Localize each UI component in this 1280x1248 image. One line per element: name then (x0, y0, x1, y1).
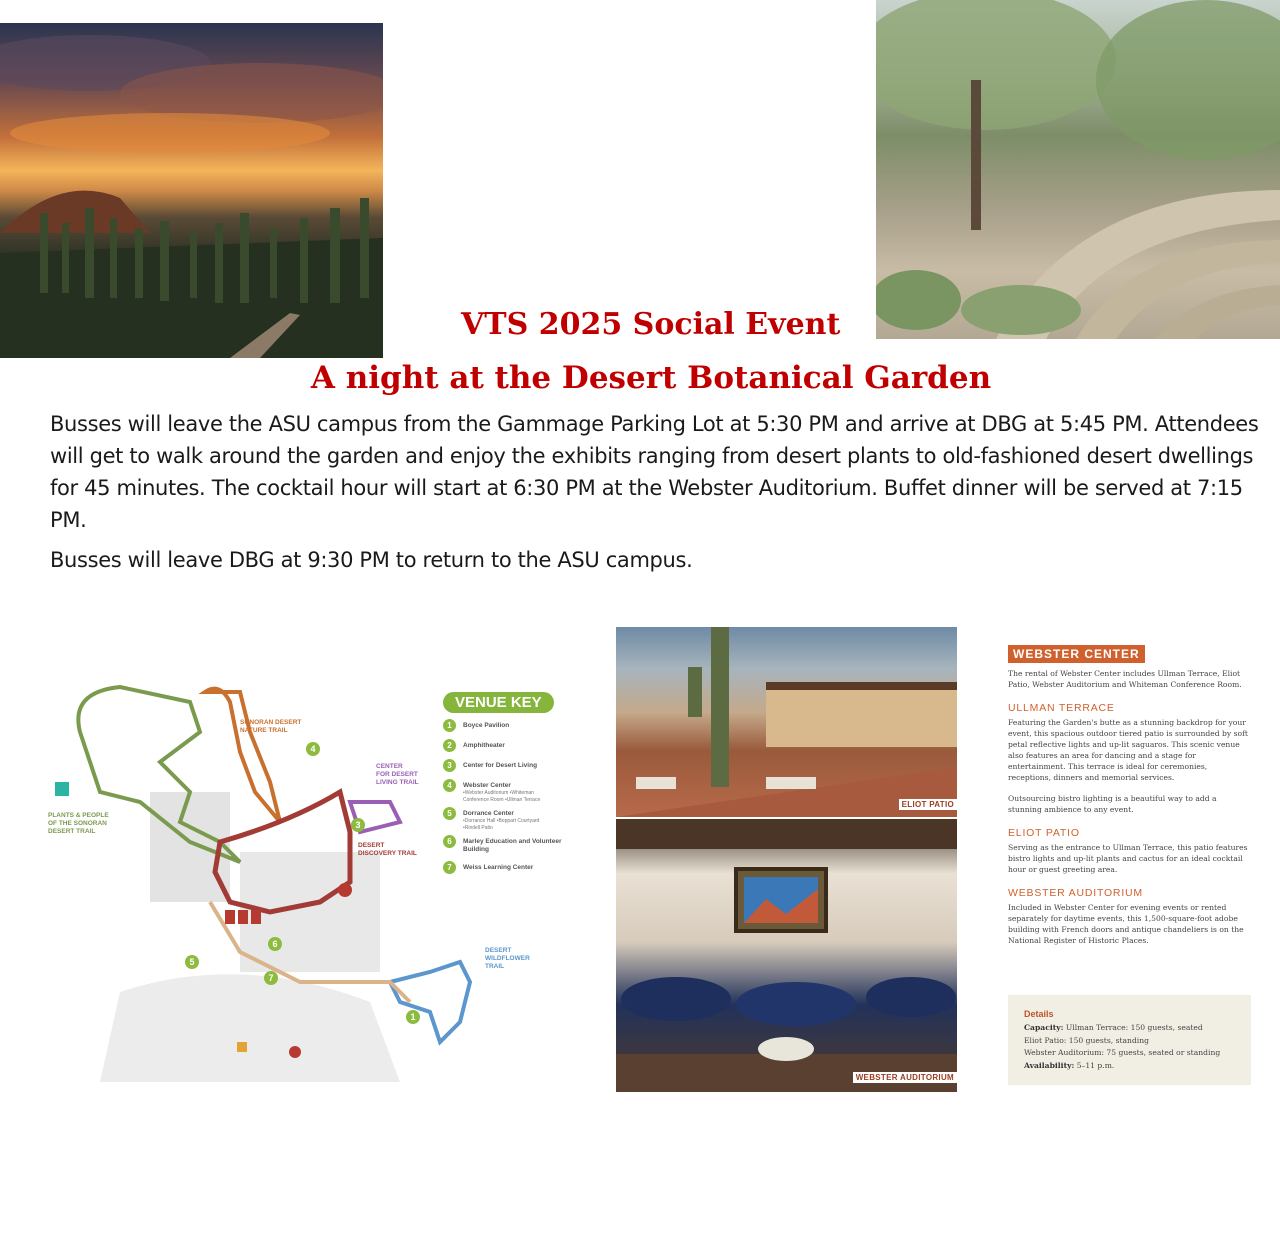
svg-text:4: 4 (310, 744, 316, 754)
venue-key-number: 3 (443, 759, 456, 772)
capacity-line-1 (1024, 1022, 1235, 1035)
plants-people-trail-label: PLANTS & PEOPLE OF THE SONORAN DESERT TRAIL (48, 812, 109, 835)
venue-key-item (443, 779, 573, 803)
sunset-scene-graphic (0, 23, 383, 358)
garden-map (40, 672, 580, 1082)
venue-photos (616, 627, 957, 1092)
webster-auditorium-text: Included in Webster Center for evening events or rented separately for daytime events, this 1,500-square-foot adobe building with French doors and antique chandeliers is on the National Register of Historic Places. (1008, 903, 1244, 945)
webster-center-header: WEBSTER CENTER (1008, 645, 1145, 663)
venue-key-subitems: •Webster Auditorium •Whiteman Conference Room •Ullman Terrace (463, 790, 541, 803)
eliot-patio-tag: ELIOT PATIO (899, 799, 957, 810)
availability-label: Availability: (1024, 1060, 1075, 1070)
venue-key-number: 1 (443, 719, 456, 732)
venue-key-number: 5 (443, 807, 456, 820)
capacity-label: Capacity: (1024, 1023, 1064, 1032)
availability-value: 5–11 p.m. (1076, 1060, 1115, 1070)
capacity-ullman: Ullman Terrace: 150 guests, seated (1065, 1023, 1203, 1032)
svg-text:6: 6 (272, 939, 278, 949)
venue-key-number: 6 (443, 835, 456, 848)
venue-key-title: VENUE KEY (443, 692, 554, 713)
eliot-patio-text: Serving as the entrance to Ullman Terrace, this patio features bistro lights and up-lit plants and cactus for an ideal cocktail hour or guest greeting area. (1008, 843, 1248, 874)
availability-line (1024, 1060, 1235, 1073)
sonoran-trail-label: SONORAN DESERT NATURE TRAIL (240, 719, 302, 734)
capacity-line-3: Webster Auditorium: 75 guests, seated or standing (1024, 1048, 1221, 1057)
schedule-paragraph: Busses will leave the ASU campus from the Gammage Parking Lot at 5:30 PM and arrive at DBG at 5:45 PM. Attendees will get to walk around the garden and enjoy the exhibits ranging from desert plants to old-fashioned desert dwellings for 45 minutes. The cocktail hour will start at 6:30 PM at the Webster Auditorium. Buffet dinner will be served at 7:15 PM. (50, 412, 1259, 532)
venue-key-label: Center for Desert Living (463, 762, 538, 769)
venue-key-label: Dorrance Center (463, 810, 514, 817)
venue-key-item (443, 739, 573, 752)
eliot-patio-heading: ELIOT PATIO (1008, 827, 1080, 839)
webster-center-intro: The rental of Webster Center includes Ullman Terrace, Eliot Patio, Webster Auditorium and Whiteman Conference Room. (1008, 669, 1242, 689)
details-box (1008, 995, 1251, 1085)
ullman-terrace-heading: ULLMAN TERRACE (1008, 702, 1115, 714)
venue-key-number: 4 (443, 779, 456, 792)
discovery-trail-label: DESERT DISCOVERY TRAIL (358, 842, 417, 857)
event-title: VTS 2025 Social Event (461, 307, 841, 342)
details-title: Details (1024, 1009, 1054, 1019)
venue-key (443, 692, 573, 881)
venue-key-list (443, 719, 573, 874)
venue-key-label: Boyce Pavilion (463, 722, 510, 729)
webster-center-info (1008, 643, 1251, 946)
svg-text:7: 7 (268, 973, 274, 983)
ullman-terrace-text: Featuring the Garden's butte as a stunning backdrop for your event, this spacious outdoor tiered patio is surrounded by soft petal reflective lights and up-lit saguaros. This scenic venue also features an area for dancing and a stage for entertainment. This terrace is ideal for ceremonies, receptions, dinners and memorial services. (1008, 718, 1248, 782)
venue-key-item (443, 861, 573, 874)
event-subtitle: A night at the Desert Botanical Garden (310, 360, 992, 396)
amphitheater-photo (876, 0, 1280, 339)
venue-key-label: Webster Center (463, 782, 511, 789)
venue-key-subitems: •Dorrance Hall •Boppart Courtyard •Rindell Patio (463, 818, 540, 831)
venue-key-label: Amphitheater (463, 742, 505, 749)
venue-key-label: Weiss Learning Center (463, 864, 534, 871)
venue-key-number: 2 (443, 739, 456, 752)
svg-text:1: 1 (410, 1012, 416, 1022)
venue-key-number: 7 (443, 861, 456, 874)
webster-auditorium-tag: WEBSTER AUDITORIUM (853, 1072, 957, 1083)
venue-key-item (443, 807, 573, 831)
wildflower-trail (390, 962, 470, 1042)
return-paragraph: Busses will leave DBG at 9:30 PM to return to the ASU campus. (50, 548, 693, 572)
venue-key-label: Marley Education and Volunteer Building (463, 838, 562, 853)
svg-text:3: 3 (355, 820, 361, 830)
eliot-patio-photo (616, 627, 957, 817)
capacity-line-2: Eliot Patio: 150 guests, standing (1024, 1035, 1149, 1045)
desert-living-trail-label: CENTER FOR DESERT LIVING TRAIL (376, 763, 419, 786)
venue-key-item (443, 759, 573, 772)
venue-key-item (443, 719, 573, 732)
amphitheater-scene-graphic (876, 0, 1280, 339)
webster-auditorium-heading: WEBSTER AUDITORIUM (1008, 887, 1143, 899)
wildflower-trail-label: DESERT WILDFLOWER TRAIL (485, 947, 530, 970)
ullman-terrace-lighting-text: Outsourcing bistro lighting is a beautiful way to add a stunning ambience to any event. (1008, 794, 1217, 814)
svg-text:5: 5 (189, 957, 195, 967)
venue-key-item (443, 835, 573, 854)
webster-auditorium-photo (616, 819, 957, 1092)
auditorium-scene-graphic (616, 819, 957, 1092)
patio-scene-graphic (616, 627, 957, 817)
sunset-cactus-photo (0, 23, 383, 358)
